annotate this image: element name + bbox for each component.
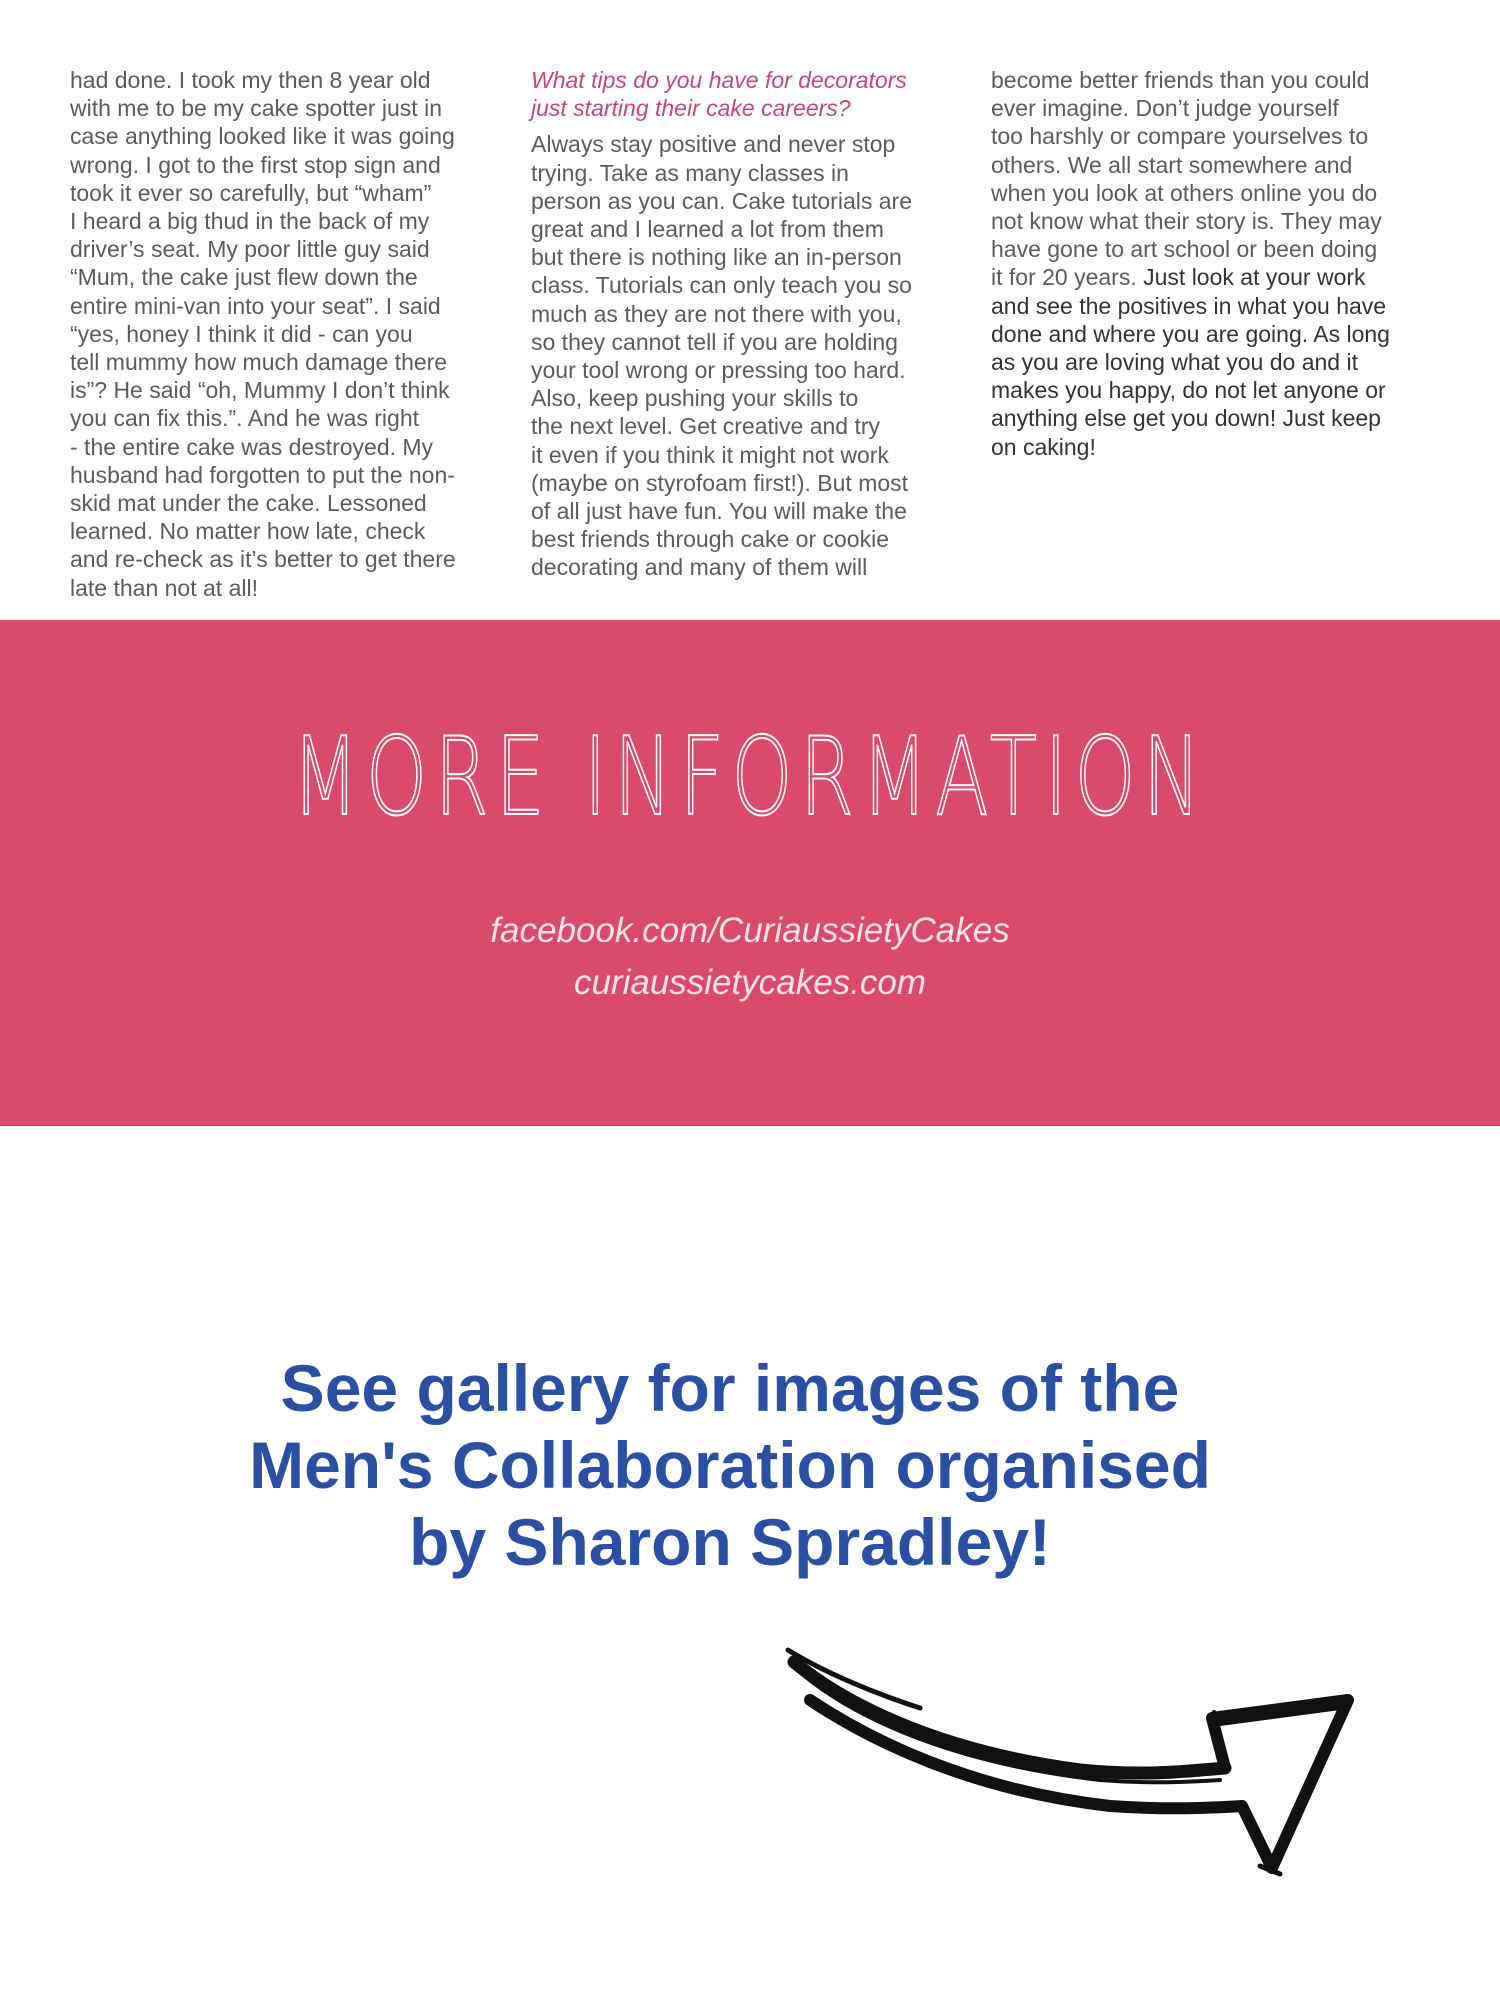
article-column-1: [70, 66, 500, 602]
more-information-heading-text: MORE INFORMATION: [291, 715, 1209, 840]
article-column-3-body: [991, 66, 1421, 461]
article-column-1-text: had done. I took my then 8 year old with me to be my cake spotter just in case anything looked like it was going wrong. I got to the first stop sign and took it ever so carefully, but “wham” I heard a big thud in the back of my driver’s seat. My poor little guy said “Mum, the cake just flew down the entire mini-van into your seat”. I said “yes, honey I think it did - can you tell mummy how much damage there is”? He said “oh, Mummy I don’t think you can fix this.”. And he was right - the entire cake was destroyed. My husband had forgotten to put the non- skid mat under the cake. Lessoned learned. No matter how late, check and re-check as it’s better to get there late than not at all!: [70, 67, 456, 601]
more-information-heading: [210, 715, 1290, 840]
article-column-3-emphasis: Just look at your work and see the positives in what you have done and where you are going. As long as you are loving what you do and it makes you happy, do not let anyone or anything else get you down! Just keep on caking!: [991, 264, 1390, 460]
article-column-3: [991, 66, 1421, 461]
article-columns: [0, 0, 1500, 620]
facebook-link[interactable]: facebook.com/CuriaussietyCakes: [490, 911, 1010, 950]
website-link[interactable]: curiaussietycakes.com: [573, 963, 927, 1002]
more-information-banner: [0, 620, 1500, 1126]
interview-question: What tips do you have for decorators just starting their cake careers?: [531, 67, 907, 122]
article-column-3-text: become better friends than you could ever imagine. Don’t judge yourself too harshly or compare yourselves to others. We all start somewhere and when you look at others online you do not know what their story is. They may have gone to art school or been doing it for 20 years.: [991, 67, 1382, 291]
article-column-2-text: Always stay positive and never stop trying. Take as many classes in person as you can. Cake tutorials are great and I learned a lot from them but there is nothing like an in-person class. Tutorials can only teach you so much as they are not there with you, so they cannot tell if you are holding your tool wrong or pressing too hard. Also, keep pushing your skills to the next level. Get creative and try it even if you think it might not work (maybe on styrofoam first!). But most of all just have fun. You will make the best friends through cake or cookie decorating and many of them will: [531, 131, 912, 581]
hand-drawn-arrow-icon: [780, 1630, 1360, 1890]
article-column-2: [531, 66, 961, 582]
gallery-callout: See gallery for images of the Men's Collaboration organised by Sharon Spradley!: [249, 1351, 1211, 1579]
